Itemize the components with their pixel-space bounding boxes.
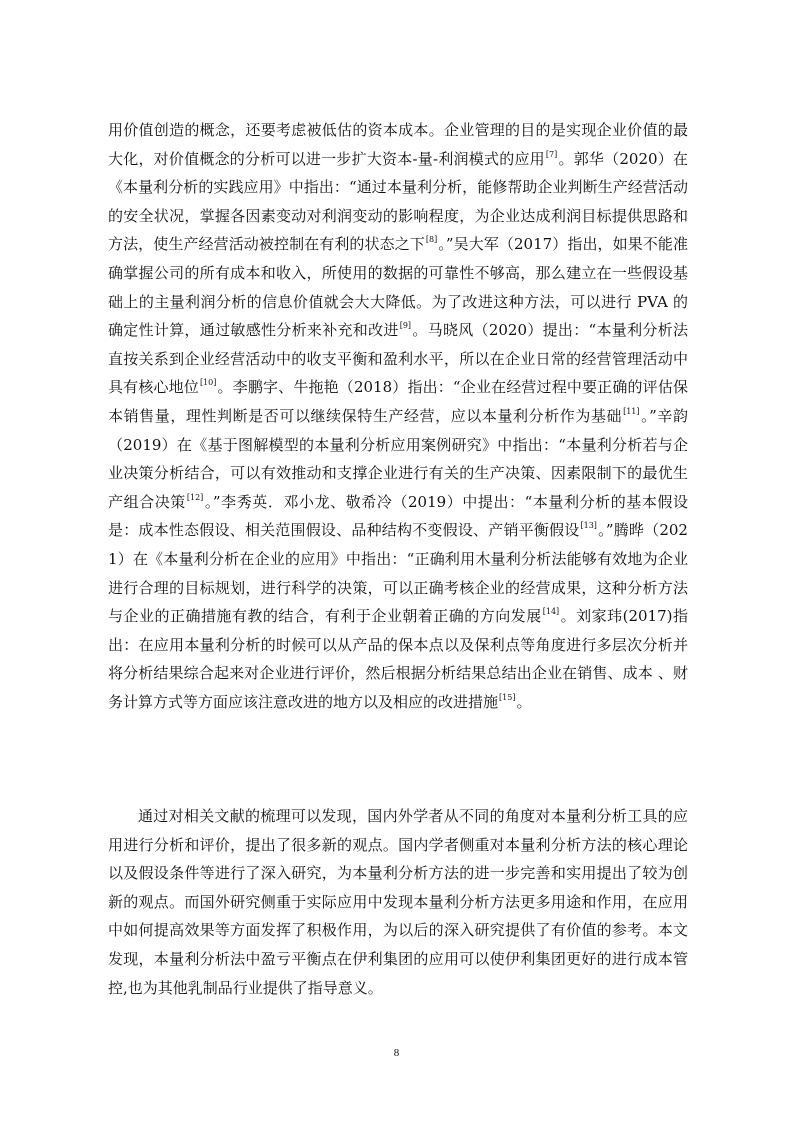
citation-11: [11] bbox=[623, 406, 640, 416]
citation-8: [8] bbox=[425, 235, 438, 245]
citation-15: [15] bbox=[499, 692, 516, 702]
paragraph-text: 。”辛韵（2019）在《基于图解模型的本量利分析应用案例研究》中指出：“本量利分析若与企业决策分析结合，可以有效推动和支撑企业进行有关的生产决策、因素限制下的最优生产组合决策 bbox=[108, 406, 688, 511]
citation-9: [9] bbox=[399, 321, 412, 331]
paragraph-text: 。郭华（2020）在《本量利分析的实践应用》中指出：“通过本量利分析，能修帮助企业判断生产经营活动的安全状况，掌握各因素变动对利润变动的影响程度，为企业达成利润目标提供思路和方法，使生产经营活动被控制在有利的状态之下 bbox=[108, 149, 689, 254]
paragraph-text: 。”腾晔（2021）在《本量利分析在企业的应用》中指出：“正确利用木量利分析法能够有效地为企业进行合理的目标规划，进行科学的决策，可以正确考核企业的经营成果，这种分析方法与企业的正确措施有教的结合，有利于企业朝着正确的方向发展 bbox=[108, 521, 688, 626]
paragraph-text: 。李鹏字、牛拖艳（2018）指出：“企业在经营过程中要正确的评估保本销售量，理性判断是否可以继续保特生产经营，应以本量利分析作为基础 bbox=[108, 378, 688, 425]
paragraph-text: 用价值创造的概念，还要考虑被低估的资本成本。企业管理的目的是实现企业价值的最大化，对价值概念的分析可以进一步扩大资本-量-利润模式的应用 bbox=[108, 121, 688, 168]
citation-12: [12] bbox=[186, 492, 204, 502]
page-number: 8 bbox=[393, 1047, 400, 1059]
paragraph-1 bbox=[108, 116, 688, 716]
paragraph-text: 。”李秀英．邓小龙、敬希冷（2019）中提出：“本量利分析的基本假设是：成本性态假设、相关范围假设、品种结构不变假设、产销平衡假设 bbox=[108, 492, 688, 540]
citation-7: [7] bbox=[545, 149, 558, 159]
citation-14: [14] bbox=[542, 607, 560, 617]
paragraph-text: 。 bbox=[516, 692, 532, 711]
citation-13: [13] bbox=[580, 521, 597, 531]
paragraph-text: 。马晓风（2020）提出：“本量利分析法直按关系到企业经营活动中的收支平衡和盈利水平，所以在企业日常的经营管理活动中具有核心地位 bbox=[108, 321, 688, 397]
paragraph-text: 。”吴大军（2017）指出，如果不能准确掌握公司的所有成本和收入，所使用的数据的可靠性不够高，那么建立在一些假设基础上的主量利润分析的信息价值就会大大降低。为了改进这种方法，可以进行 PVA 的确定性计算，通过敏感性分析来补充和改进 bbox=[108, 235, 688, 340]
paragraph-text: 。刘家玮(2017)指出：在应用本量利分析的时候可以从产品的保本点以及保利点等角度进行多层次分析并将分析结果综合起来对企业进行评价，然后根据分析结果总结出企业在销售、成本 、财务计算方式等方面应该注意改进的地方以及相应的改进措施 bbox=[108, 607, 688, 711]
paragraph-2: 通过对相关文献的梳理可以发现，国内外学者从不同的角度对本量利分析工具的应用进行分析和评价，提出了很多新的观点。国内学者侧重对本量利分析方法的核心理论以及假设条件等进行了深入研究，为本量利分析方法的进一步完善和实用提出了较为创新的观点。而国外研究侧重于实际应用中发现本量利分析方法更多用途和作用，在应用中如何提高效果等方面发挥了积极作用，为以后的深入研究提供了有价值的参考。本文发现，本量利分析法中盈亏平衡点在伊利集团的应用可以使伊利集团更好的进行成本管控,也为其他乳制品行业提供了指导意义。 bbox=[108, 807, 688, 997]
paragraph-summary bbox=[108, 802, 688, 1002]
paragraph-literature-review bbox=[108, 116, 688, 716]
citation-10: [10] bbox=[199, 378, 217, 388]
